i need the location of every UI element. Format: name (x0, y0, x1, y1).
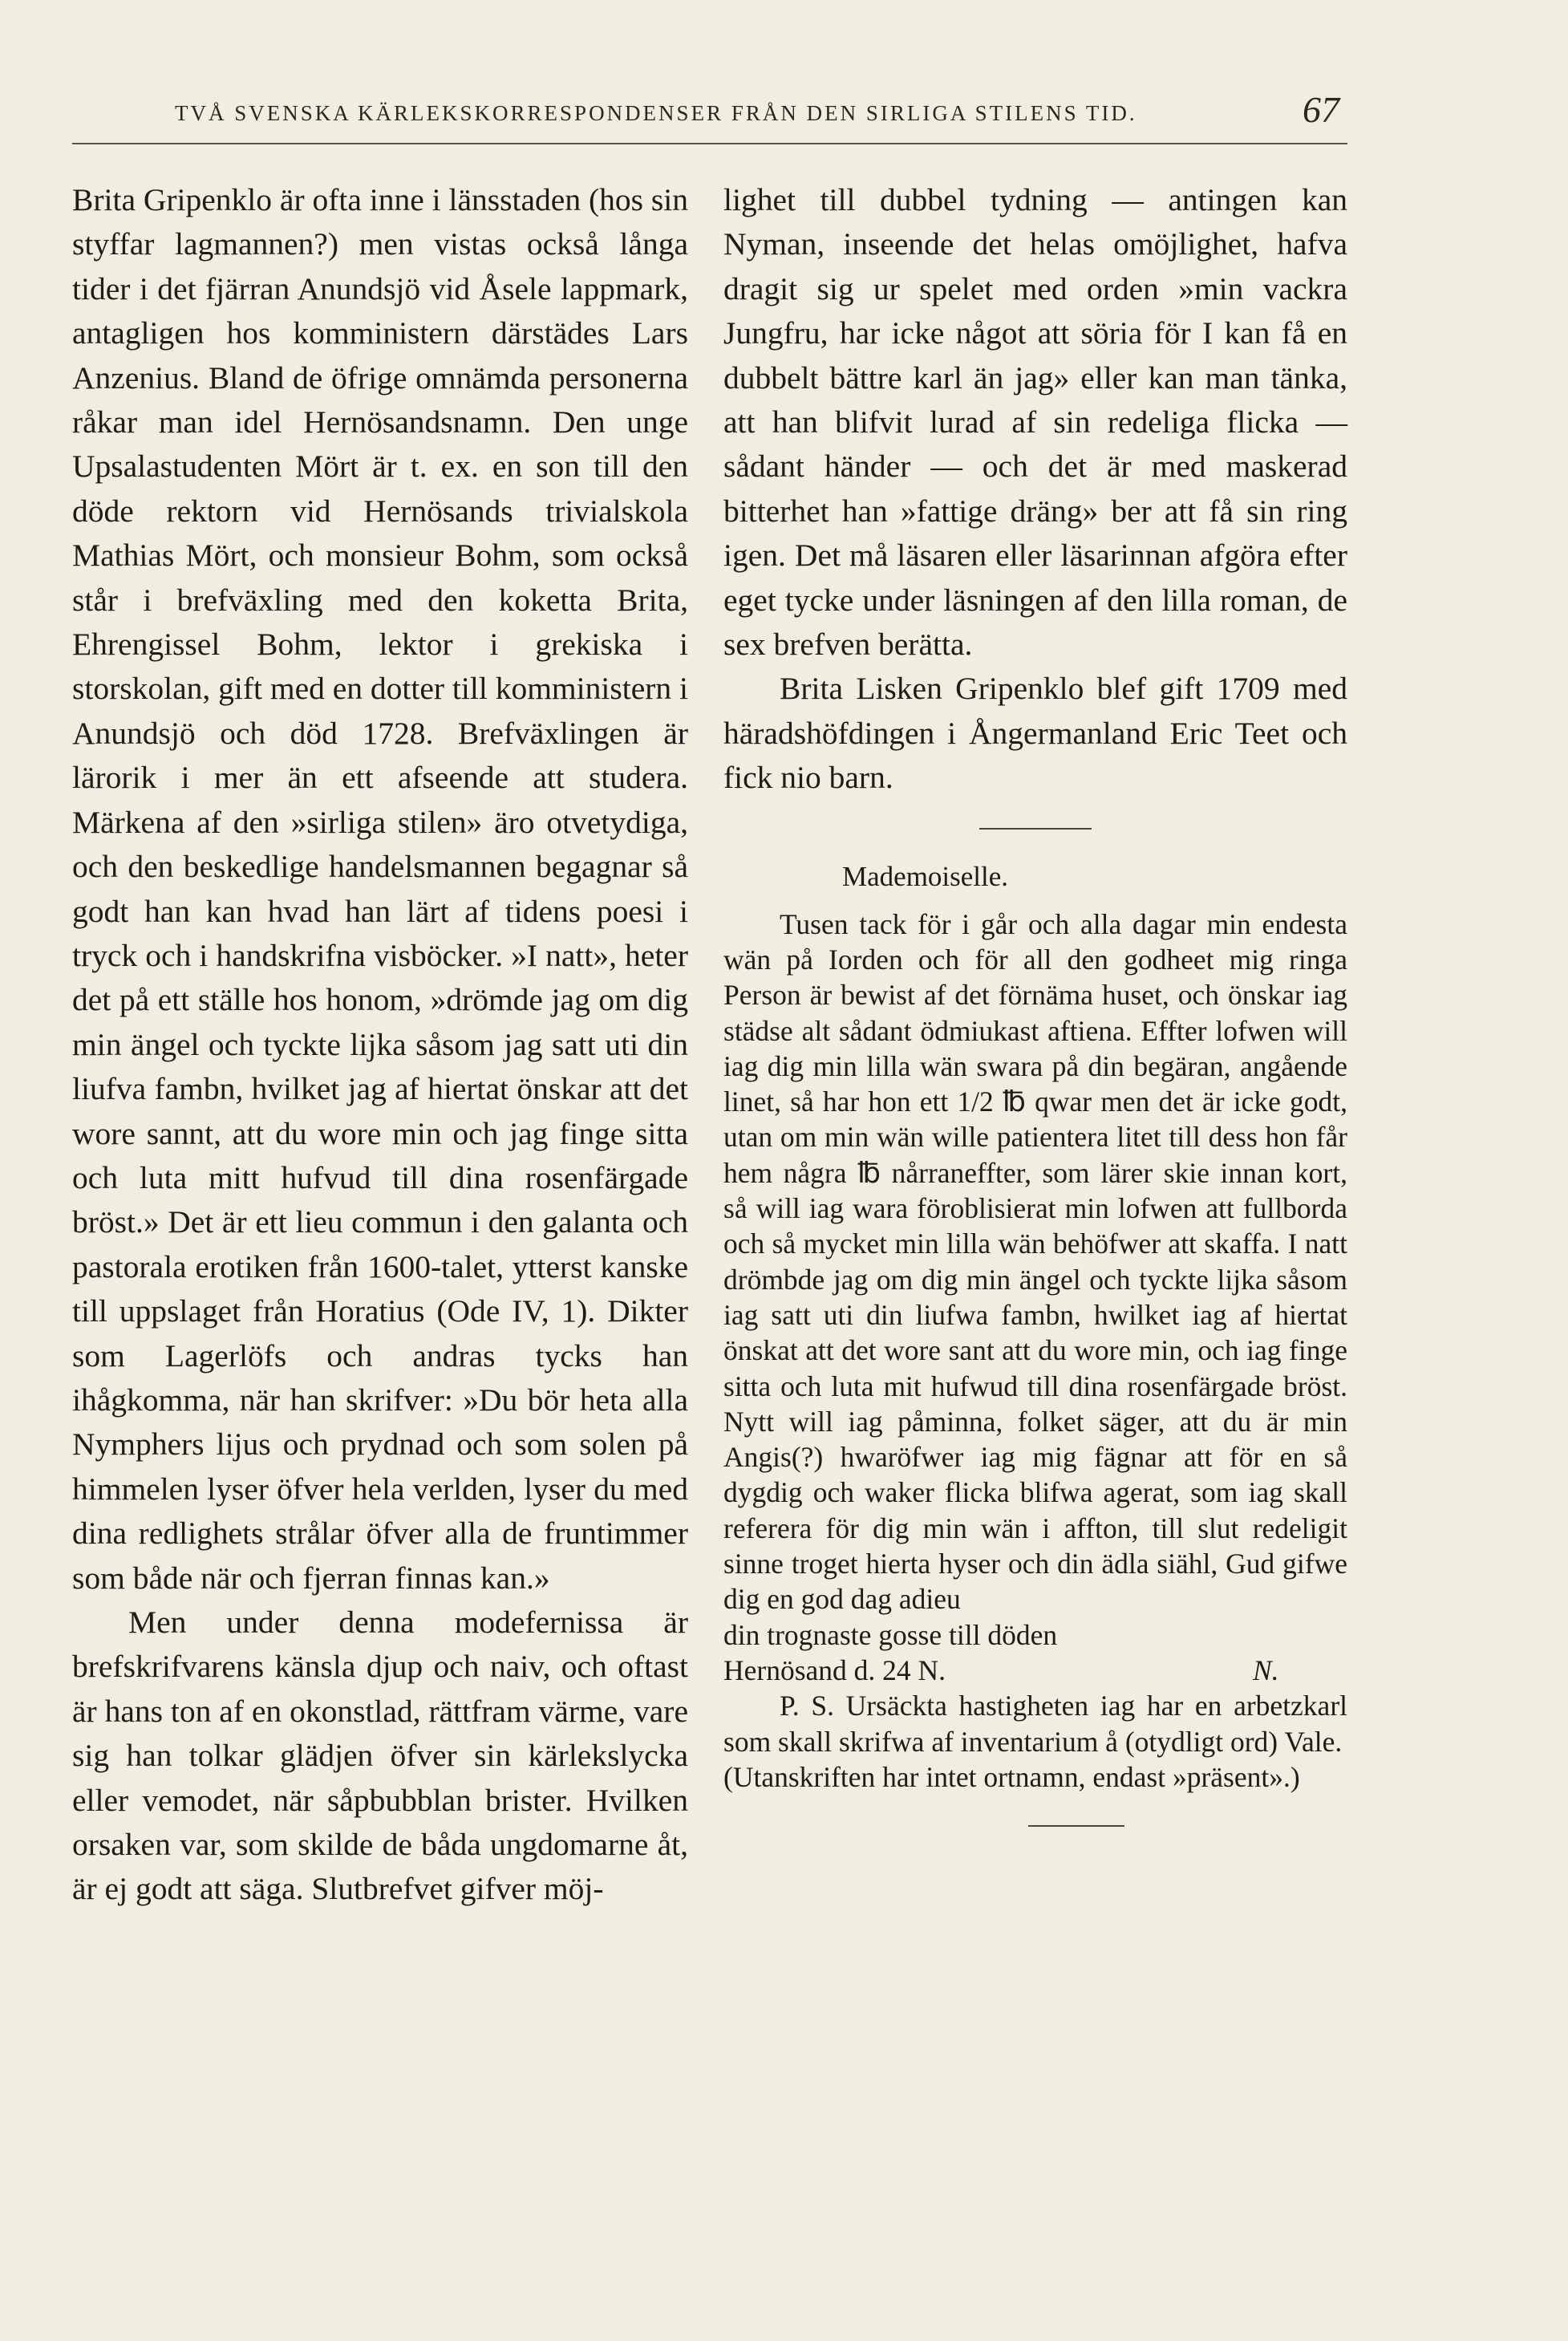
running-head: TVÅ SVENSKA KÄRLEKSKORRESPONDENSER FRÅN DEN SIRLIGA STILENS TID. (175, 101, 1137, 125)
letter-place-date (723, 1653, 1347, 1688)
letter-signoff: din trognaste gosse till döden (723, 1618, 1058, 1651)
letter-postscript: P. S. Ursäckta hastigheten iag har en arbetzkarl som skall skrifwa af inventarium å (otydligt ord) Vale. (723, 1690, 1347, 1758)
letter-body: Tusen tack för i går och alla dagar min endesta wän på Iorden och för all den godheet mig ringa Person är bewist af det förnäma huset, och önskar iag städse alt sådant ödmiukast aftiena. Effter lofwen will iag dig min lilla wän swara på din begäran, angående linet, så har hon ett 1/2 ℔ qwar men det är icke godt, utan om min wän wille patientera litet till dess hon får hem några ℔ nårraneffter, som lärer skie innan kort, så will iag wara föroblisierat min lofwen att fullborda och så mycket min lilla wän behöfwer att skaffa. I natt drömbde jag om dig min ängel och tyckte lijka såsom iag satt uti din liufwa fambn, hwilket iag af hiertat önskat att det wore sant att du wore min, och iag finge sitta och luta mit hufwud till dina rosenfärgade bröst. Nytt will iag påminna, folket säger, att du är min Angis(?) hwaröfwer iag mig fägnar att för en så dygdig och waker flicka blifwa agerat, som iag skall referera för dig min wän i affton, till slut redeligit sinne troget hierta hyser och din ädla siähl, Gud gifwe dig en god dag adieu (723, 907, 1347, 1616)
page-number: 67 (1303, 89, 1339, 130)
body-paragraph: Men under denna modefernissa är brefskrifvarens känsla djup och naiv, och oftast är hans ton af en okonstlad, rättfram värme, vare sig han tolkar glädjen öfver sin kärlekslycka eller vemodet, när såpbubblan brister. Hvilken orsaken var, som skilde de båda ungdomarne åt, är ej godt att säga. Slutbrefvet gifver möj- (72, 1605, 688, 1907)
letter-greeting: Mademoiselle. (842, 860, 1009, 892)
letter-place: Hernösand d. 24 N. (723, 1653, 946, 1686)
page-header (72, 89, 1347, 144)
section-divider (1028, 1825, 1124, 1827)
body-paragraph: Brita Gripenklo är ofta inne i länsstaden (hos sin styffar lagmannen?) men vistas också långa tider i det fjärran Anundsjö vid Åsele lappmark, antagligen hos komministern därstädes Lars Anzenius. Bland de öfrige omnämda personerna råkar man idel Hernösandsnamn. Den unge Upsalastudenten Mört är t. ex. en son till den döde rektorn vid Hernösands trivialskola Mathias Mört, och monsieur Bohm, som också står i brefväxling med den koketta Brita, Ehrengissel Bohm, lektor i grekiska i storskolan, gift med en dotter till komministern i Anundsjö och död 1728. Brefväxlingen är lärorik i mer än ett afseende att studera. Märkena af den »sirliga stilen» äro otvetydiga, och den beskedlige handelsmannen begagnar så godt han kan hvad han lärt af tidens poesi i tryck och i handskrifna visböcker. »I natt», heter det på ett ställe hos honom, »drömde jag om dig min ängel och tyckte lijka såsom jag satt uti din liufva fambn, hvilket jag af hiertat önskar att det wore sannt, att du wore min och jag finge sitta och luta mitt hufvud till dina rosenfärgade bröst.» Det är ett lieu commun i den galanta och pastorala erotiken från 1600-talet, ytterst kanske till uppslaget från Horatius (Ode IV, 1). Dikter som Lagerlöfs och andras tycks han ihågkomma, när han skrifver: »Du bör heta alla Nymphers lijus och prydnad och som solen på himmelen lyser öfver hela verlden, lyser du med dina redlighets strålar öfver alla de fruntimmer som både när och fjerran finnas kan.» (72, 182, 688, 1596)
letter-initial: N. (1253, 1653, 1279, 1686)
body-paragraph: Brita Lisken Gripenklo blef gift 1709 med häradshöfdingen i Ångermanland Eric Teet och fick nio barn. (723, 671, 1347, 796)
left-column (72, 178, 688, 1912)
letter (723, 857, 1347, 1795)
body-paragraph: lighet till dubbel tydning — antingen kan Nyman, inseende det helas omöjlighet, hafva dragit sig ur spelet med orden »min vackra Jungfru, har icke något att söria för I kan få en dubbelt bättre karl än jag» eller kan man tänka, att han blifvit lurad af sin redeliga flicka — sådant händer — och det är med maskerad bitterhet han »fattige dräng» ber att få sin ring igen. Det må läsaren eller läsarinnan afgöra efter eget tycke under läsningen af den lilla roman, de sex brefven berätta. (723, 182, 1347, 663)
section-divider (979, 828, 1092, 830)
editorial-note: (Utanskriften har intet ortnamn, endast »präsent».) (723, 1760, 1300, 1793)
right-column (723, 178, 1347, 1827)
